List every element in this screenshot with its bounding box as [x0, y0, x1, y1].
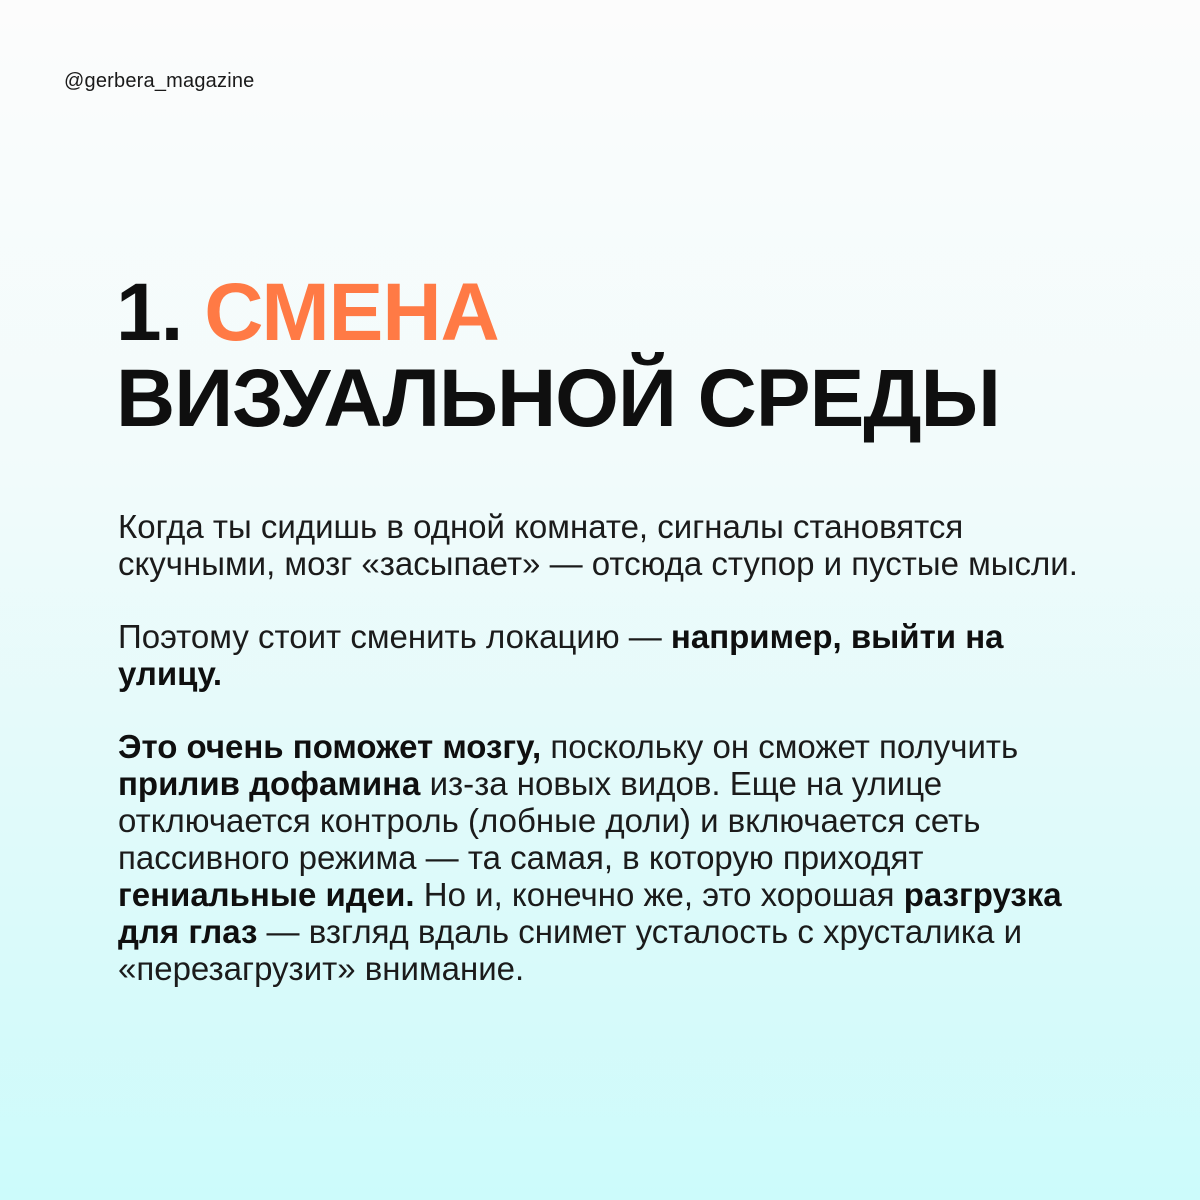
title-rest: ВИЗУАЛЬНОЙ СРЕДЫ [116, 353, 1000, 444]
paragraph-2-text: Поэтому стоит сменить локацию — [118, 618, 671, 655]
paragraph-3-text-2: из-за новых видов. Еще на улице отключается контроль (лобные доли) и включается сеть пассивного режима — та самая, в которую приходят [118, 765, 981, 876]
paragraph-3-bold-1: Это очень поможет мозгу, [118, 728, 542, 765]
paragraph-3-bold-3: гениальные идеи. [118, 876, 415, 913]
article-body [118, 508, 1078, 1023]
title-number: 1. [116, 267, 183, 358]
paragraph-1: Когда ты сидишь в одной комнате, сигналы становятся скучными, мозг «засыпает» — отсюда ступор и пустые мысли. [118, 508, 1078, 582]
paragraph-3-bold-4: разгрузка для глаз [118, 876, 1062, 950]
paragraph-3-text-4: — взгляд вдаль снимет усталость с хрусталика и «перезагрузит» внимание. [118, 913, 1023, 987]
paragraph-3-text-3: Но и, конечно же, это хорошая [414, 876, 904, 913]
page-title [116, 267, 1176, 444]
paragraph-2-bold: например, выйти на улицу. [118, 618, 1004, 692]
paragraph-3-text-1: поскольку он сможет получить [541, 728, 1019, 765]
paragraph-3 [118, 728, 1078, 987]
paragraph-2 [118, 618, 1078, 692]
title-accent-word: СМЕНА [204, 267, 499, 358]
paragraph-3-bold-2: прилив дофамина [118, 765, 421, 802]
account-handle: @gerbera_magazine [64, 70, 255, 92]
